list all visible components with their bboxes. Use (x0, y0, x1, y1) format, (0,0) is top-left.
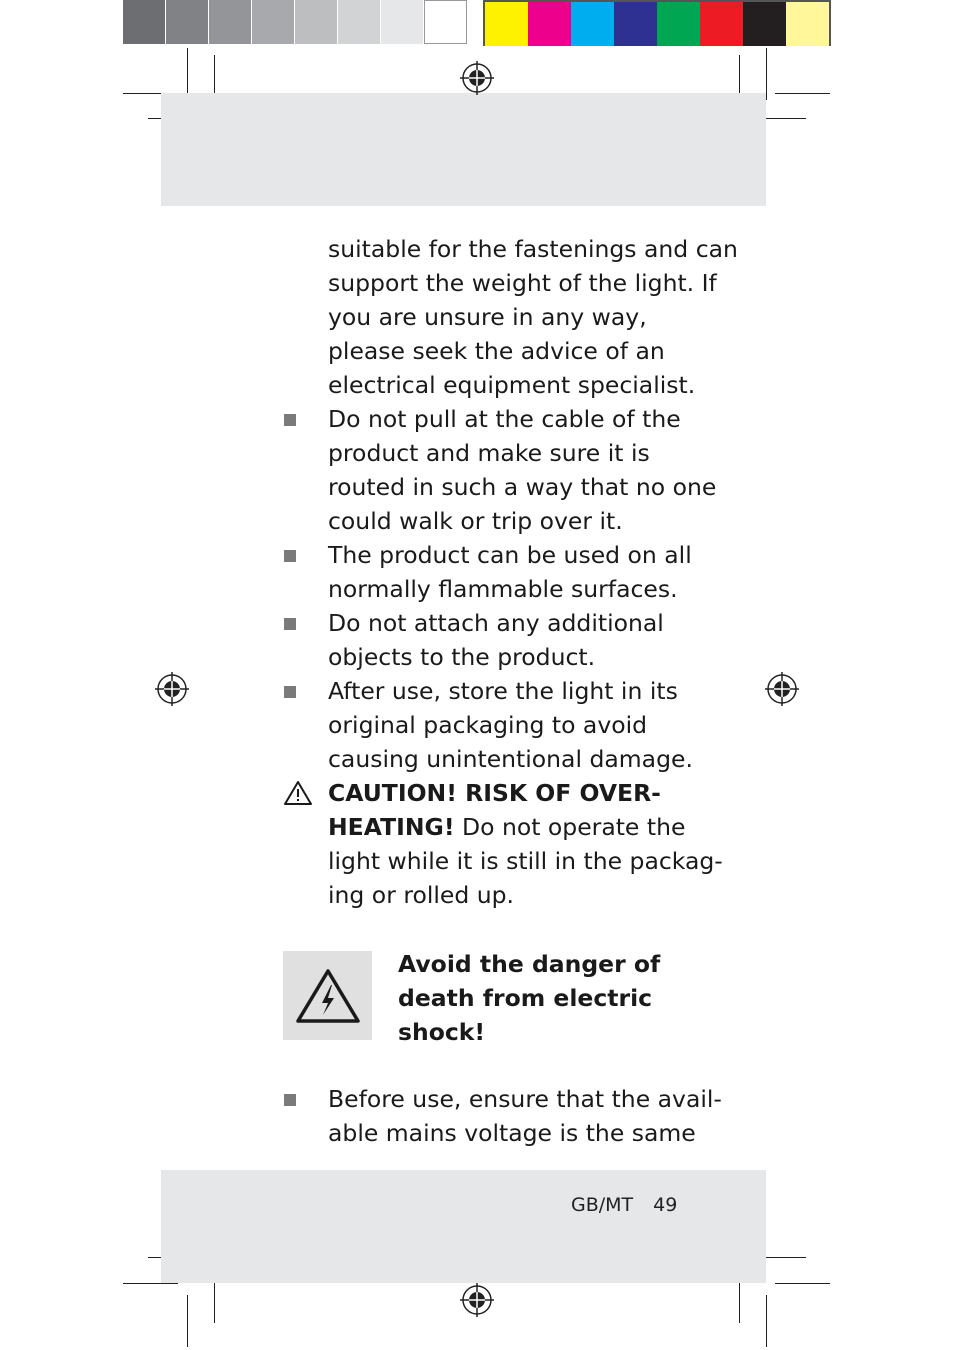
list-item (283, 402, 717, 538)
text-line: support the weight of the light. If (328, 269, 717, 297)
text-line: suitable for the fastenings and can (328, 235, 738, 263)
color-swatch (786, 2, 829, 46)
color-swatch (485, 2, 528, 46)
region-label: GB/MT (571, 1194, 634, 1216)
crop-mark (775, 1283, 830, 1284)
text-line: Avoid the danger of (398, 950, 661, 978)
crop-mark (739, 1278, 740, 1323)
color-swatch (700, 2, 743, 46)
text-line: death from electric (398, 984, 653, 1012)
bullet-square-icon (284, 1094, 296, 1106)
crop-mark (766, 1295, 767, 1347)
color-swatch (123, 0, 166, 44)
text-line: electrical equipment specialist. (328, 371, 696, 399)
crop-mark (775, 93, 830, 94)
color-swatch (528, 2, 571, 46)
header-band (161, 93, 766, 206)
text-line: light while it is still in the packag- (328, 847, 723, 875)
registration-mark-icon (460, 1283, 494, 1317)
crop-mark (123, 1283, 178, 1284)
text-line: shock! (398, 1018, 486, 1046)
bullet-square-icon (284, 414, 296, 426)
list-item (283, 606, 703, 674)
page-number: 49 (653, 1194, 678, 1216)
registration-mark-icon (765, 672, 799, 706)
bullet-square-icon (284, 618, 296, 630)
text-line: able mains voltage is the same (328, 1119, 696, 1147)
color-swatch (295, 0, 338, 44)
safety-instructions (283, 232, 738, 912)
text-line: routed in such a way that no one (328, 473, 717, 501)
text-line: Do not pull at the cable of the (328, 405, 681, 433)
list-item (283, 1082, 722, 1150)
color-swatch (209, 0, 252, 44)
footer-band (161, 1170, 766, 1283)
registration-mark-icon (460, 61, 494, 95)
caution-heading: CAUTION! RISK OF OVER- (328, 779, 661, 807)
electric-shock-warning (283, 950, 703, 1046)
text-line: objects to the product. (328, 643, 596, 671)
color-swatch (424, 0, 467, 44)
crop-mark (187, 1295, 188, 1347)
text-line: The product can be used on all (328, 541, 692, 569)
bullet-square-icon (284, 550, 296, 562)
danger-heading (398, 947, 660, 1049)
text-line: causing unintentional damage. (328, 745, 693, 773)
warning-triangle-icon (283, 780, 313, 806)
caution-heading: HEATING! (328, 813, 455, 841)
text-line: you are unsure in any way, (328, 303, 647, 331)
gray-calibration-bar (123, 0, 467, 44)
text-line: Do not attach any additional (328, 609, 664, 637)
caution-notice (283, 776, 723, 912)
color-swatch (614, 2, 657, 46)
crop-mark (766, 48, 767, 100)
crop-mark (214, 1278, 215, 1323)
color-swatch (252, 0, 295, 44)
color-calibration-bar (483, 0, 831, 46)
color-swatch (743, 2, 786, 46)
color-swatch (571, 2, 614, 46)
electric-shock-warning-icon (295, 968, 361, 1024)
text-line: could walk or trip over it. (328, 507, 623, 535)
text-line: product and make sure it is (328, 439, 650, 467)
color-swatch (338, 0, 381, 44)
final-list (283, 1082, 722, 1150)
text-line: ing or rolled up. (328, 881, 515, 909)
color-swatch (381, 0, 424, 44)
text-line: Do not operate the (454, 813, 686, 841)
text-line: After use, store the light in its (328, 677, 678, 705)
intro-paragraph (283, 232, 738, 402)
text-line: original packaging to avoid (328, 711, 648, 739)
registration-mark-icon (155, 672, 189, 706)
list-item (283, 674, 703, 776)
danger-icon-box (283, 951, 372, 1040)
text-line: normally flammable surfaces. (328, 575, 678, 603)
text-line: please seek the advice of an (328, 337, 665, 365)
color-swatch (166, 0, 209, 44)
list-item (283, 538, 703, 606)
page-footer (571, 1192, 677, 1218)
color-swatch (657, 2, 700, 46)
text-line: Before use, ensure that the avail- (328, 1085, 722, 1113)
bullet-square-icon (284, 686, 296, 698)
